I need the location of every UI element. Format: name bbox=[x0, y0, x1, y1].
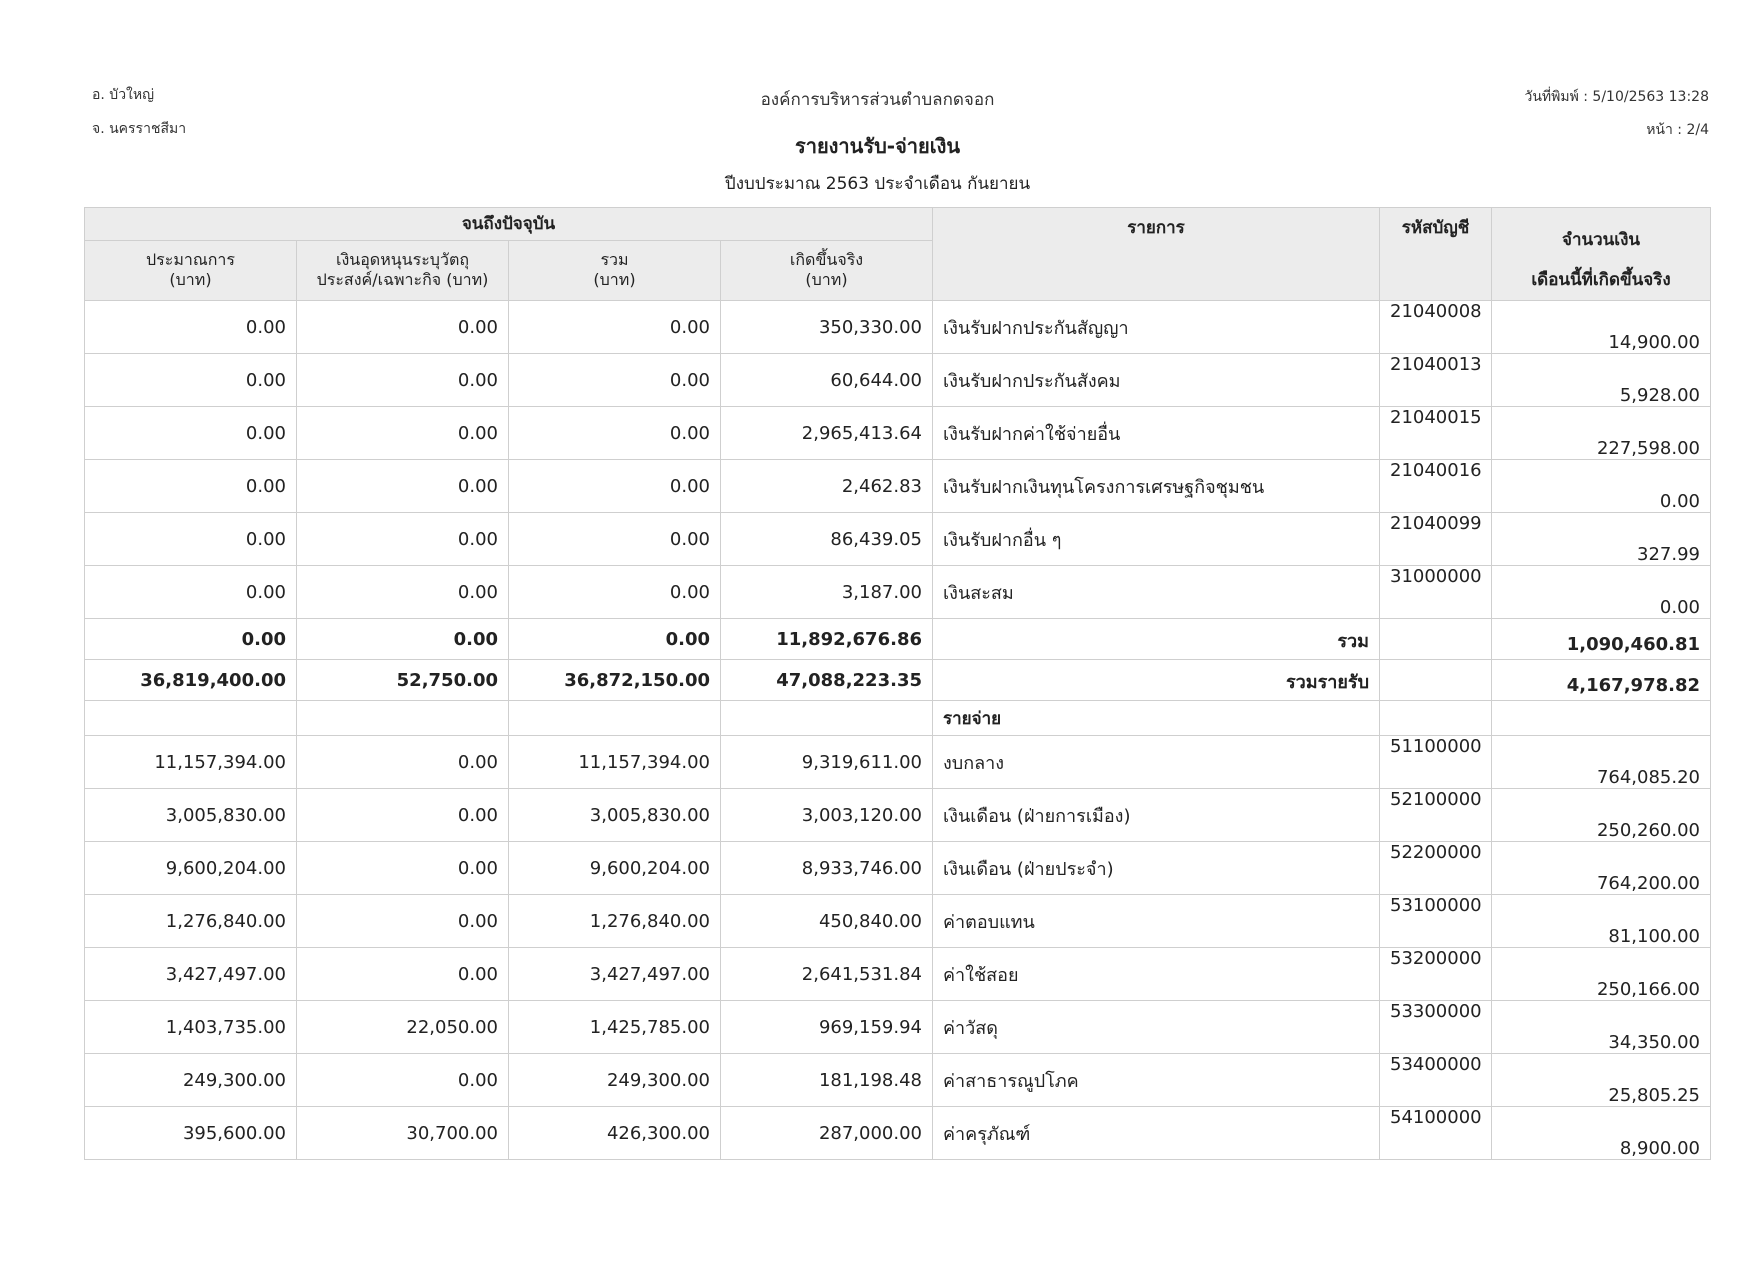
estimate-cell: 36,819,400.00 bbox=[85, 660, 297, 701]
total-label-cell: รวมรายรับ bbox=[933, 660, 1380, 701]
month-amount-cell: 81,100.00 bbox=[1492, 895, 1711, 948]
month-amount-header-line-1: จำนวนเงิน bbox=[1561, 230, 1641, 250]
total-cell: 1,425,785.00 bbox=[509, 1001, 721, 1054]
actual-cell: 287,000.00 bbox=[721, 1107, 933, 1160]
account-code-cell: 21040016 bbox=[1380, 460, 1492, 513]
empty-cell bbox=[297, 701, 509, 736]
account-code-cell: 52100000 bbox=[1380, 789, 1492, 842]
table-row bbox=[85, 354, 1711, 407]
organization-name: องค์การบริหารส่วนตำบลกดจอก bbox=[760, 90, 995, 110]
total-cell: 3,427,497.00 bbox=[509, 948, 721, 1001]
estimate-header-line-1: ประมาณการ bbox=[146, 250, 235, 270]
total-cell: 36,872,150.00 bbox=[509, 660, 721, 701]
month-amount-cell: 1,090,460.81 bbox=[1492, 619, 1711, 660]
actual-cell: 2,965,413.64 bbox=[721, 407, 933, 460]
account-code-cell: 21040015 bbox=[1380, 407, 1492, 460]
account-code-cell: 31000000 bbox=[1380, 566, 1492, 619]
total-header-line-1: รวม bbox=[600, 250, 629, 270]
month-amount-cell: 25,805.25 bbox=[1492, 1054, 1711, 1107]
table-row bbox=[85, 736, 1711, 789]
column-header-month-amount bbox=[1492, 208, 1711, 301]
expense-section-row bbox=[85, 701, 1711, 736]
estimate-cell: 0.00 bbox=[85, 407, 297, 460]
total-cell: 0.00 bbox=[509, 513, 721, 566]
description-cell: ค่าวัสดุ bbox=[933, 1001, 1380, 1054]
account-code-cell: 21040013 bbox=[1380, 354, 1492, 407]
column-header-total bbox=[509, 240, 721, 300]
print-timestamp: วันที่พิมพ์ : 5/10/2563 13:28 bbox=[1524, 89, 1709, 105]
total-cell: 1,276,840.00 bbox=[509, 895, 721, 948]
account-code-cell: 21040008 bbox=[1380, 301, 1492, 354]
total-cell: 249,300.00 bbox=[509, 1054, 721, 1107]
province-label: จ. นครราชสีมา bbox=[92, 121, 187, 137]
actual-cell: 9,319,611.00 bbox=[721, 736, 933, 789]
month-amount-cell: 34,350.00 bbox=[1492, 1001, 1711, 1054]
description-cell: เงินเดือน (ฝ่ายประจำ) bbox=[933, 842, 1380, 895]
total-cell: 0.00 bbox=[509, 460, 721, 513]
subsidy-header-line-2: ประสงค์/เฉพาะกิจ (บาท) bbox=[316, 270, 489, 290]
total-cell: 0.00 bbox=[509, 407, 721, 460]
subsidy-cell: 0.00 bbox=[297, 460, 509, 513]
actual-cell: 450,840.00 bbox=[721, 895, 933, 948]
month-amount-cell: 250,166.00 bbox=[1492, 948, 1711, 1001]
month-amount-cell: 227,598.00 bbox=[1492, 407, 1711, 460]
actual-cell: 2,641,531.84 bbox=[721, 948, 933, 1001]
estimate-cell: 3,427,497.00 bbox=[85, 948, 297, 1001]
actual-cell: 3,003,120.00 bbox=[721, 789, 933, 842]
page-number: หน้า : 2/4 bbox=[1646, 122, 1709, 138]
district-label: อ. บัวใหญ่ bbox=[92, 87, 155, 103]
report-title: รายงานรับ-จ่ายเงิน bbox=[794, 134, 961, 158]
description-cell: เงินรับฝากประกันสัญญา bbox=[933, 301, 1380, 354]
account-code-cell: 53400000 bbox=[1380, 1054, 1492, 1107]
actual-cell: 969,159.94 bbox=[721, 1001, 933, 1054]
income-expense-table bbox=[84, 207, 1711, 1160]
estimate-cell: 0.00 bbox=[85, 513, 297, 566]
actual-cell: 350,330.00 bbox=[721, 301, 933, 354]
table-row bbox=[85, 1054, 1711, 1107]
month-amount-header-line-2: เดือนนี้ที่เกิดขึ้นจริง bbox=[1531, 270, 1671, 290]
account-code-cell: 54100000 bbox=[1380, 1107, 1492, 1160]
account-code-cell: 21040099 bbox=[1380, 513, 1492, 566]
column-header-description: รายการ bbox=[933, 208, 1380, 301]
empty-cell bbox=[1380, 701, 1492, 736]
empty-cell bbox=[85, 701, 297, 736]
actual-header-line-2: (บาท) bbox=[805, 270, 848, 290]
month-amount-cell: 8,900.00 bbox=[1492, 1107, 1711, 1160]
description-cell: ค่าใช้สอย bbox=[933, 948, 1380, 1001]
account-code-cell: 51100000 bbox=[1380, 736, 1492, 789]
estimate-cell: 0.00 bbox=[85, 566, 297, 619]
total-cell: 0.00 bbox=[509, 354, 721, 407]
description-cell: เงินสะสม bbox=[933, 566, 1380, 619]
actual-cell: 47,088,223.35 bbox=[721, 660, 933, 701]
total-cell: 9,600,204.00 bbox=[509, 842, 721, 895]
subsidy-cell: 0.00 bbox=[297, 619, 509, 660]
subsidy-cell: 22,050.00 bbox=[297, 1001, 509, 1054]
subtotal-row bbox=[85, 619, 1711, 660]
month-amount-cell: 764,200.00 bbox=[1492, 842, 1711, 895]
actual-cell: 3,187.00 bbox=[721, 566, 933, 619]
estimate-cell: 0.00 bbox=[85, 619, 297, 660]
estimate-cell: 0.00 bbox=[85, 301, 297, 354]
description-cell: ค่าครุภัณฑ์ bbox=[933, 1107, 1380, 1160]
subsidy-cell: 0.00 bbox=[297, 301, 509, 354]
subsidy-cell: 0.00 bbox=[297, 948, 509, 1001]
subsidy-cell: 0.00 bbox=[297, 513, 509, 566]
table-row bbox=[85, 407, 1711, 460]
total-label-cell: รวม bbox=[933, 619, 1380, 660]
description-cell: เงินรับฝากประกันสังคม bbox=[933, 354, 1380, 407]
total-header-line-2: (บาท) bbox=[593, 270, 636, 290]
actual-header-line-1: เกิดขึ้นจริง bbox=[789, 250, 864, 270]
actual-cell: 2,462.83 bbox=[721, 460, 933, 513]
actual-cell: 8,933,746.00 bbox=[721, 842, 933, 895]
description-cell: เงินรับฝากค่าใช้จ่ายอื่น bbox=[933, 407, 1380, 460]
estimate-cell: 1,276,840.00 bbox=[85, 895, 297, 948]
account-code-cell: 52200000 bbox=[1380, 842, 1492, 895]
estimate-cell: 0.00 bbox=[85, 354, 297, 407]
table-row bbox=[85, 566, 1711, 619]
table-body bbox=[85, 301, 1711, 1160]
month-amount-cell: 250,260.00 bbox=[1492, 789, 1711, 842]
estimate-cell: 9,600,204.00 bbox=[85, 842, 297, 895]
total-cell: 0.00 bbox=[509, 619, 721, 660]
month-amount-cell: 5,928.00 bbox=[1492, 354, 1711, 407]
subsidy-cell: 30,700.00 bbox=[297, 1107, 509, 1160]
subsidy-cell: 52,750.00 bbox=[297, 660, 509, 701]
subsidy-cell: 0.00 bbox=[297, 842, 509, 895]
column-header-actual bbox=[721, 240, 933, 300]
table-row bbox=[85, 301, 1711, 354]
actual-cell: 181,198.48 bbox=[721, 1054, 933, 1107]
month-amount-cell: 4,167,978.82 bbox=[1492, 660, 1711, 701]
month-amount-cell: 764,085.20 bbox=[1492, 736, 1711, 789]
total-cell: 3,005,830.00 bbox=[509, 789, 721, 842]
table-row bbox=[85, 842, 1711, 895]
empty-cell bbox=[509, 701, 721, 736]
column-header-account-code: รหัสบัญชี bbox=[1380, 208, 1492, 301]
table-row bbox=[85, 1001, 1711, 1054]
table-row bbox=[85, 1107, 1711, 1160]
column-header-estimate bbox=[85, 240, 297, 300]
table-row bbox=[85, 948, 1711, 1001]
actual-cell: 11,892,676.86 bbox=[721, 619, 933, 660]
estimate-cell: 11,157,394.00 bbox=[85, 736, 297, 789]
subsidy-header-line-1: เงินอุดหนุนระบุวัตถุ bbox=[335, 250, 470, 270]
subsidy-cell: 0.00 bbox=[297, 354, 509, 407]
month-amount-cell: 0.00 bbox=[1492, 566, 1711, 619]
description-cell: เงินรับฝากเงินทุนโครงการเศรษฐกิจชุมชน bbox=[933, 460, 1380, 513]
actual-cell: 86,439.05 bbox=[721, 513, 933, 566]
month-amount-cell: 0.00 bbox=[1492, 460, 1711, 513]
subsidy-cell: 0.00 bbox=[297, 736, 509, 789]
estimate-cell: 0.00 bbox=[85, 460, 297, 513]
empty-cell bbox=[721, 701, 933, 736]
expense-section-label: รายจ่าย bbox=[933, 701, 1380, 736]
subsidy-cell: 0.00 bbox=[297, 1054, 509, 1107]
total-cell: 0.00 bbox=[509, 566, 721, 619]
subsidy-cell: 0.00 bbox=[297, 895, 509, 948]
description-cell: ค่าตอบแทน bbox=[933, 895, 1380, 948]
table-row bbox=[85, 513, 1711, 566]
table-row bbox=[85, 460, 1711, 513]
empty-cell bbox=[1492, 701, 1711, 736]
account-code-cell bbox=[1380, 660, 1492, 701]
estimate-header-line-2: (บาท) bbox=[169, 270, 212, 290]
estimate-cell: 3,005,830.00 bbox=[85, 789, 297, 842]
month-amount-cell: 14,900.00 bbox=[1492, 301, 1711, 354]
account-code-cell: 53200000 bbox=[1380, 948, 1492, 1001]
report-subtitle: ปีงบประมาณ 2563 ประจำเดือน กันยายน bbox=[724, 174, 1031, 194]
column-header-subsidy bbox=[297, 240, 509, 300]
table-row bbox=[85, 895, 1711, 948]
estimate-cell: 249,300.00 bbox=[85, 1054, 297, 1107]
group-header-to-date: จนถึงปัจจุบัน bbox=[85, 208, 933, 241]
description-cell: งบกลาง bbox=[933, 736, 1380, 789]
description-cell: เงินรับฝากอื่น ๆ bbox=[933, 513, 1380, 566]
account-code-cell: 53300000 bbox=[1380, 1001, 1492, 1054]
actual-cell: 60,644.00 bbox=[721, 354, 933, 407]
account-code-cell: 53100000 bbox=[1380, 895, 1492, 948]
description-cell: ค่าสาธารณูปโภค bbox=[933, 1054, 1380, 1107]
total-cell: 426,300.00 bbox=[509, 1107, 721, 1160]
description-cell: เงินเดือน (ฝ่ายการเมือง) bbox=[933, 789, 1380, 842]
subsidy-cell: 0.00 bbox=[297, 789, 509, 842]
subsidy-cell: 0.00 bbox=[297, 407, 509, 460]
income-total-row bbox=[85, 660, 1711, 701]
total-cell: 0.00 bbox=[509, 301, 721, 354]
estimate-cell: 395,600.00 bbox=[85, 1107, 297, 1160]
table-row bbox=[85, 789, 1711, 842]
estimate-cell: 1,403,735.00 bbox=[85, 1001, 297, 1054]
account-code-cell bbox=[1380, 619, 1492, 660]
subsidy-cell: 0.00 bbox=[297, 566, 509, 619]
month-amount-cell: 327.99 bbox=[1492, 513, 1711, 566]
total-cell: 11,157,394.00 bbox=[509, 736, 721, 789]
